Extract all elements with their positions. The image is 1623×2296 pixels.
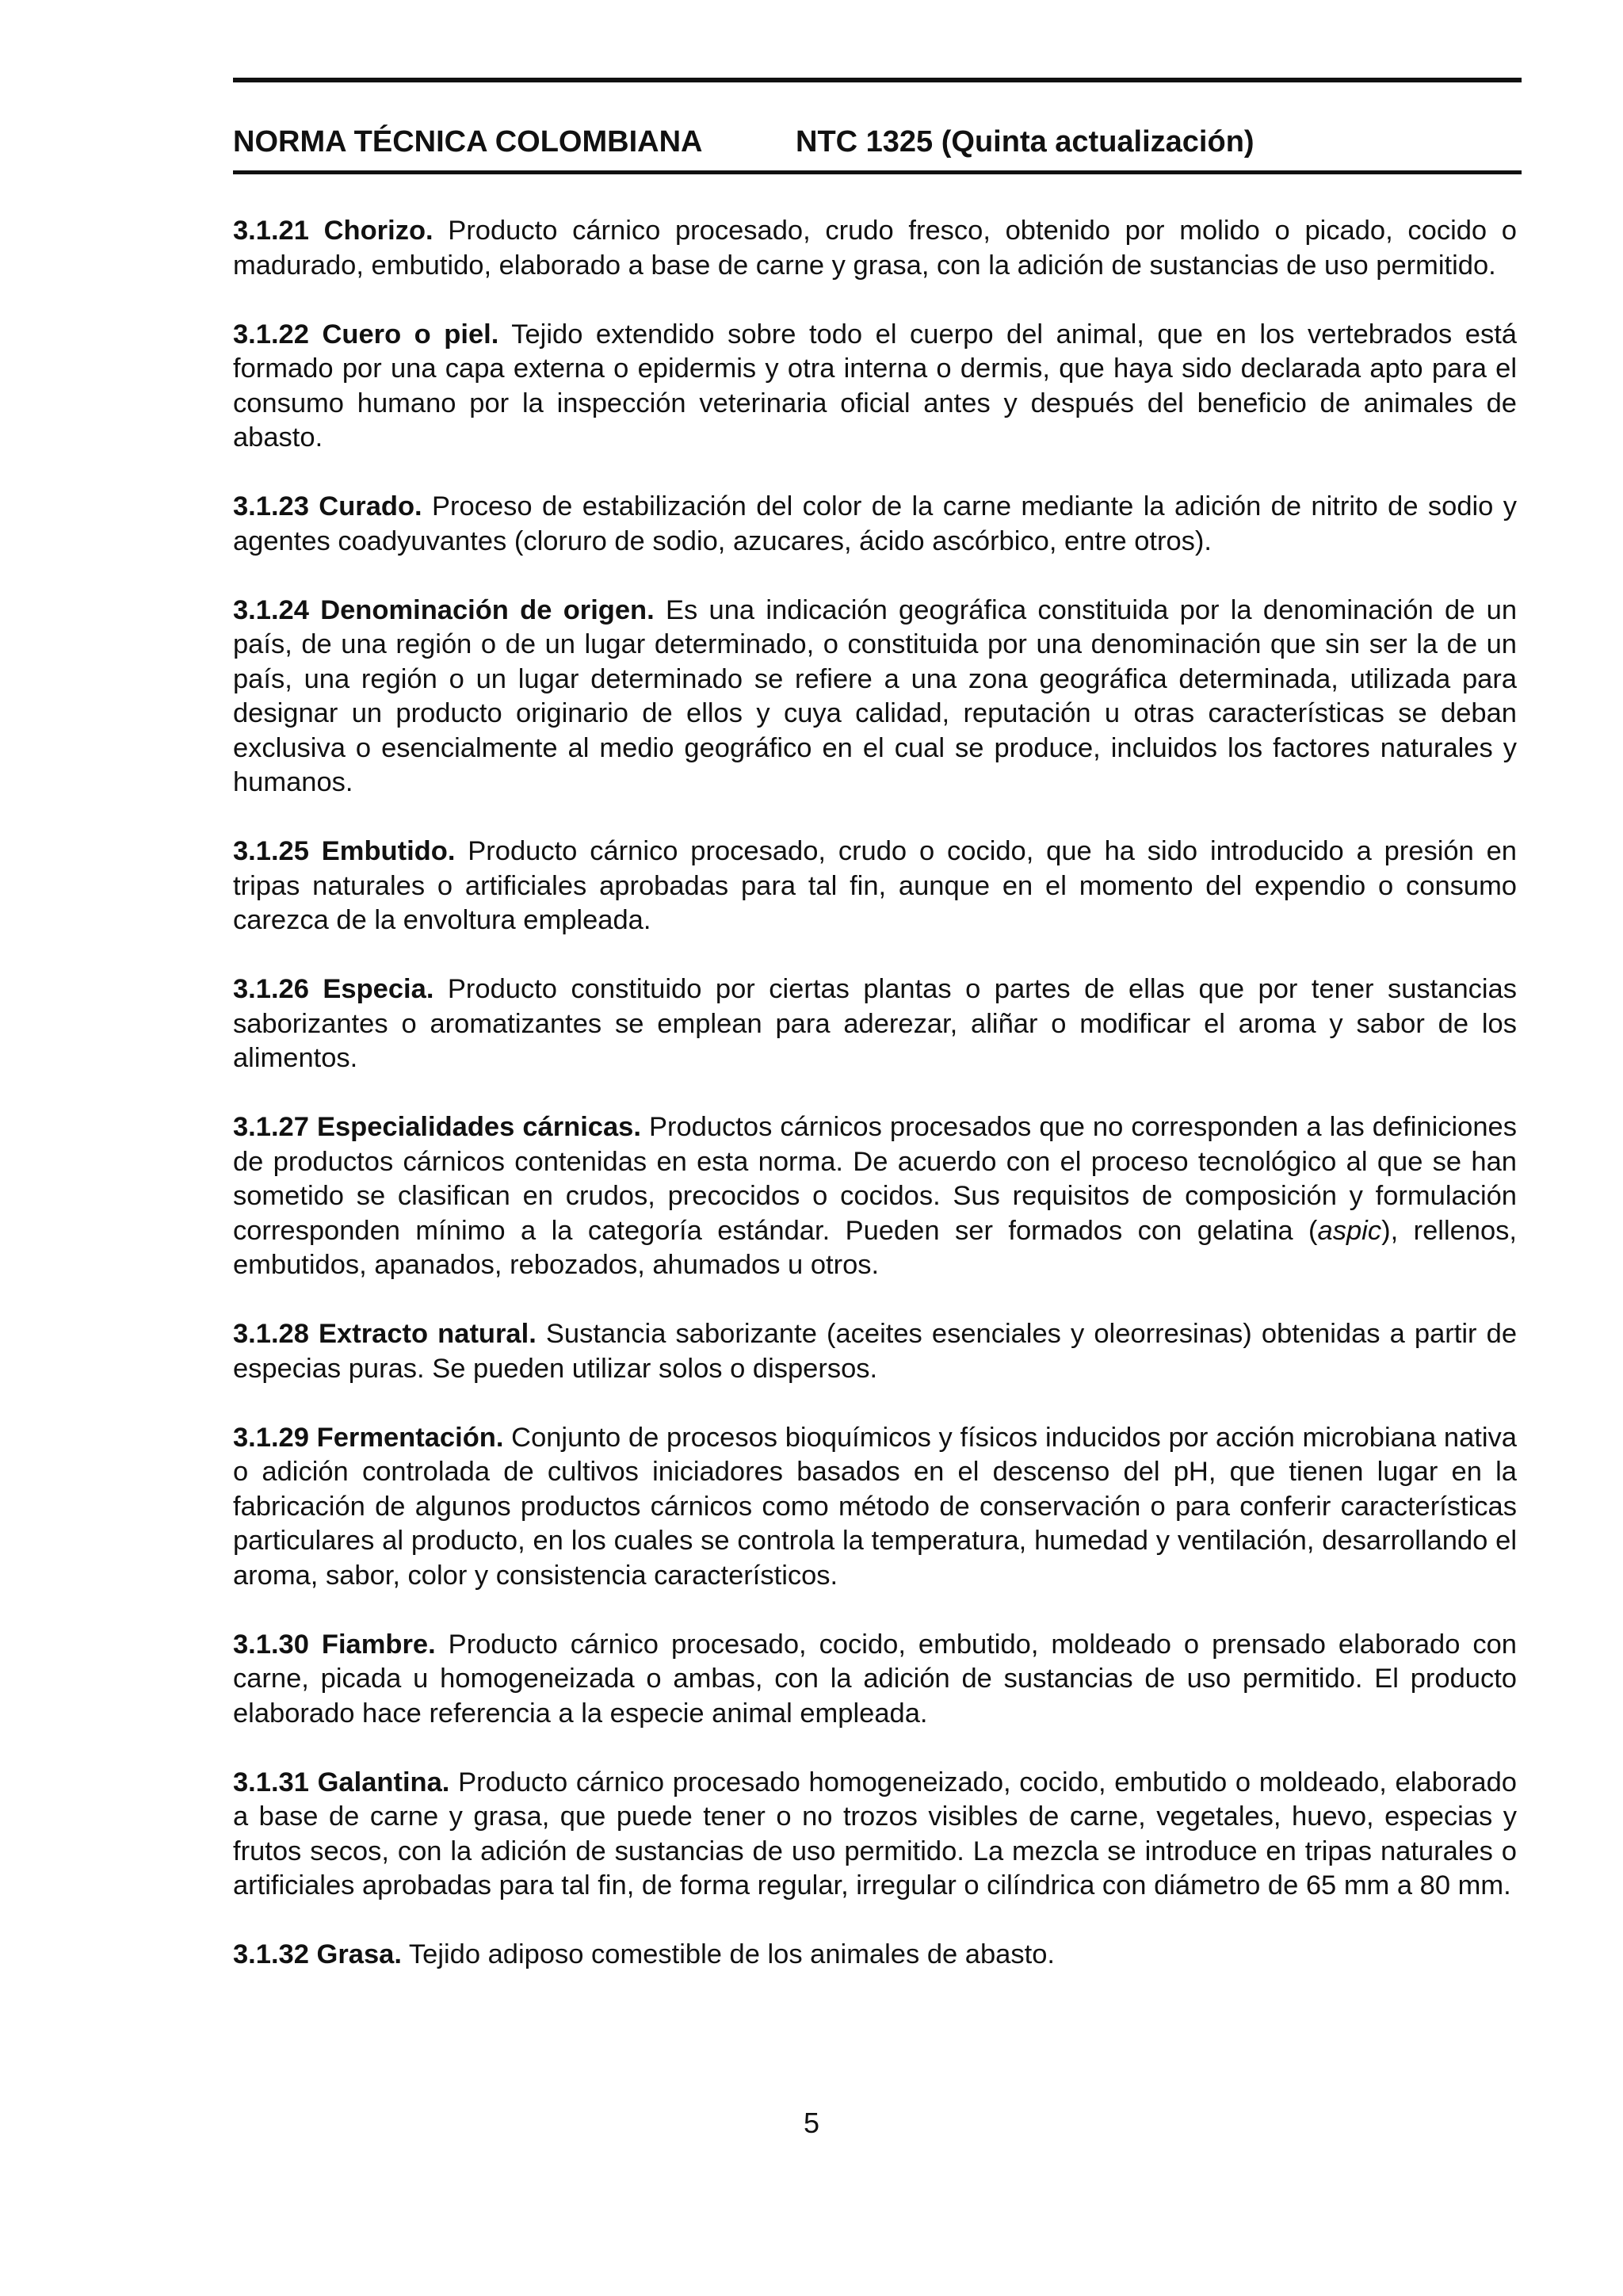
definition-fiambre xyxy=(233,1628,1517,1732)
definition-term: 3.1.32 Grasa. xyxy=(233,1939,402,1969)
definition-text: Producto constituido por ciertas plantas o partes de ellas que por tener sustancias saborizantes o aromatizantes se emplean para aderezar, aliñar o modificar el aroma y sabor de los alimentos. xyxy=(233,974,1517,1073)
definition-curado xyxy=(233,490,1517,559)
definition-text: Tejido extendido sobre todo el cuerpo del animal, que en los vertebrados está formado por una capa externa o epidermis y otra interna o dermis, que haya sido declarada apto para el consumo humano por la inspección veterinaria oficial antes y después del beneficio de animales de abasto. xyxy=(233,319,1517,453)
definition-grasa xyxy=(233,1938,1517,1973)
page-header xyxy=(233,125,1522,170)
definition-term: 3.1.27 Especialidades cárnicas. xyxy=(233,1112,641,1142)
definition-especia xyxy=(233,972,1517,1076)
definition-term: 3.1.30 Fiambre. xyxy=(233,1629,436,1660)
definition-text-continued: ), rellenos, embutidos, apanados, rebozados, ahumados u otros. xyxy=(233,1215,1518,1280)
header-top-rule xyxy=(233,78,1522,82)
definition-term: 3.1.25 Embutido. xyxy=(233,836,456,866)
definition-text: Producto cárnico procesado homogeneizado, cocido, embutido o moldeado, elaborado a base de carne y grasa, que puede tener o no trozos visibles de carne, vegetales, huevo, especias y frutos secos, con la adición de sustancias de uso permitido. La mezcla se introduce en tripas naturales o artificiales aprobadas para tal fin, de forma regular, irregular o cilíndrica con diámetro de 65 mm a 80 mm. xyxy=(233,1767,1517,1901)
definition-text: Producto cárnico procesado, cocido, embutido, moldeado o prensado elaborado con carne, picada u homogeneizada o ambas, con la adición de sustancias de uso permitido. El producto elaborado hace referencia a la especie animal empleada. xyxy=(233,1629,1517,1729)
definition-galantina xyxy=(233,1766,1517,1904)
definition-text: Es una indicación geográfica constituida por la denominación de un país, de una región o de un lugar determinado, o constituida por una denominación que sin ser la de un país, una región o un lugar determinado se refiere a una zona geográfica determinada, utilizada para designar un producto originario de ellos y cuya calidad, reputación u otras características se deban exclusiva o esencialmente al medio geográfico en el cual se produce, incluidos los factores naturales y humanos. xyxy=(233,594,1518,797)
definition-text: Tejido adiposo comestible de los animales de abasto. xyxy=(401,1939,1055,1969)
definition-fermentacion xyxy=(233,1421,1517,1594)
definition-term: 3.1.28 Extracto natural. xyxy=(233,1319,537,1349)
definition-term: 3.1.24 Denominación de origen. xyxy=(233,594,655,625)
definition-chorizo xyxy=(233,214,1517,283)
definition-term: 3.1.26 Especia. xyxy=(233,974,434,1004)
definition-cuero-o-piel xyxy=(233,318,1517,456)
definition-denominacion-de-origen xyxy=(233,594,1517,800)
page-number: 5 xyxy=(803,2107,820,2139)
definition-text: Producto cárnico procesado, crudo o cocido, que ha sido introducido a presión en tripas naturales o artificiales aprobadas para tal fin, aunque en el momento del expendio o consumo carezca de la envoltura empleada. xyxy=(233,836,1517,935)
definition-term: 3.1.22 Cuero o piel. xyxy=(233,319,499,350)
header-bottom-rule xyxy=(233,170,1522,174)
definition-extracto-natural xyxy=(233,1317,1517,1386)
header-standard-code: NTC 1325 (Quinta actualización) xyxy=(796,125,1254,159)
definition-text: Conjunto de procesos bioquímicos y físicos inducidos por acción microbiana nativa o adición controlada de cultivos iniciadores basados en el descenso del pH, que tienen lugar en la fabricación de algunos productos cárnicos como método de conservación o para conferir características particulares al producto, en los cuales se controla la temperatura, humedad y ventilación, desarrollando el aroma, sabor, color y consistencia característicos. xyxy=(233,1422,1517,1591)
definition-text: Sustancia saborizante (aceites esenciales y oleorresinas) obtenidas a partir de especias puras. Se pueden utilizar solos o dispersos. xyxy=(233,1319,1518,1384)
definition-especialidades-carnicas xyxy=(233,1110,1517,1283)
definition-term: 3.1.21 Chorizo. xyxy=(233,216,433,246)
header-standard-name: NORMA TÉCNICA COLOMBIANA xyxy=(233,125,703,159)
definition-embutido xyxy=(233,835,1517,938)
definition-text: Proceso de estabilización del color de la carne mediante la adición de nitrito de sodio y agentes coadyuvantes (cloruro de sodio, azucares, ácido ascórbico, entre otros). xyxy=(233,491,1517,556)
definition-term: 3.1.23 Curado. xyxy=(233,491,422,521)
definition-text: Productos cárnicos procesados que no corresponden a las definiciones de productos cárnicos contenidas en esta norma. De acuerdo con el proceso tecnológico al que se han sometido se clasifican en crudos, precocidos o cocidos. Sus requisitos de composición y formulación corresponden mínimo a la categoría estándar. Pueden ser formados con gelatina ( xyxy=(233,1112,1517,1246)
definition-text: Producto cárnico procesado, crudo fresco, obtenido por molido o picado, cocido o madurado, embutido, elaborado a base de carne y grasa, con la adición de sustancias de uso permitido. xyxy=(233,216,1517,281)
definition-italic-term: aspic xyxy=(1317,1215,1382,1246)
definitions-body xyxy=(233,214,1517,2007)
definition-term: 3.1.31 Galantina. xyxy=(233,1767,450,1797)
definition-term: 3.1.29 Fermentación. xyxy=(233,1422,504,1453)
